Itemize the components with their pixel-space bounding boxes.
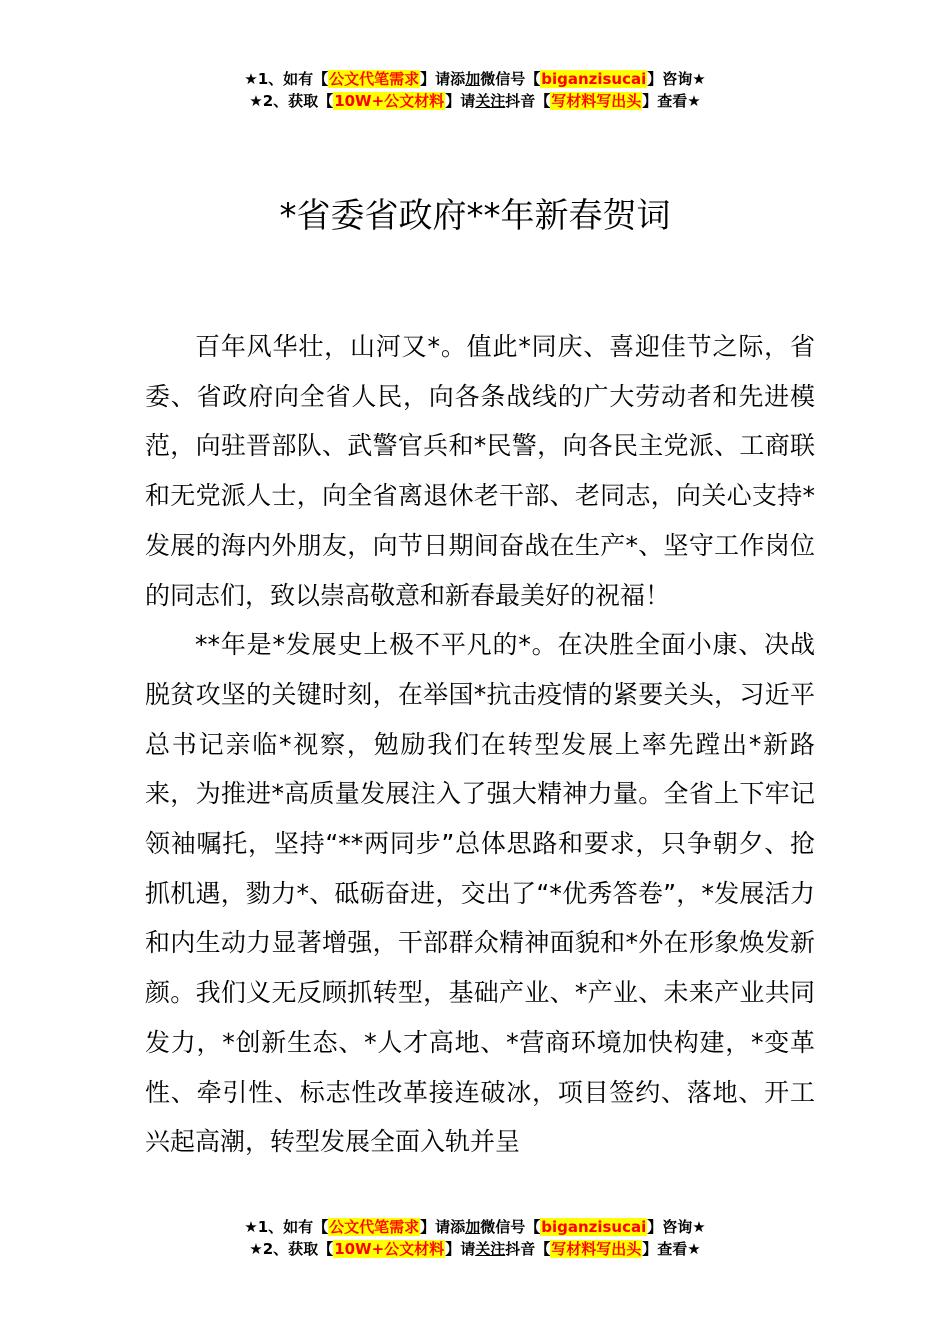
banner-highlight: 10W+公文材料: [334, 92, 445, 110]
banner-highlight: biganzisucai: [541, 70, 647, 88]
banner-highlight: biganzisucai: [541, 1218, 647, 1236]
banner-text: ★2、获取【: [249, 92, 334, 110]
banner-text: 】请添: [420, 70, 466, 88]
banner-text: ★1、如有【: [244, 1218, 329, 1236]
banner-text: 微信号【: [480, 70, 541, 88]
banner-text: 抖音【: [505, 1240, 551, 1258]
document-body: [145, 322, 815, 1167]
banner-text: 】咨询★: [647, 70, 706, 88]
banner-text: 】请: [445, 1240, 476, 1258]
banner-text: ★2、获取【: [249, 1240, 334, 1258]
banner-text: 】查看★: [642, 92, 701, 110]
banner-text: 】请添: [420, 1218, 466, 1236]
banner-text: 】咨询★: [647, 1218, 706, 1236]
banner-highlight: 写材料写出头: [551, 92, 642, 110]
banner-text-underlined: 关注: [475, 1240, 506, 1258]
banner-highlight: 10W+公文材料: [334, 1240, 445, 1258]
header-banner: [0, 68, 950, 112]
banner-line-2: [0, 1238, 950, 1260]
banner-highlight: 写材料写出头: [551, 1240, 642, 1258]
banner-text: 】请: [445, 92, 476, 110]
paragraph: **年是*发展史上极不平凡的*。在决胜全面小康、决战脱贫攻坚的关键时刻，在举国*抗击疫情的紧要关头，习近平总书记亲临*视察，勉励我们在转型发展上率先蹚出*新路来，为推进*高质量发展注入了强大精神力量。全省上下牢记领袖嘱托，坚持“**两同步”总体思路和要求，只争朝夕、抢抓机遇，勠力*、砥砺奋进，交出了“*优秀答卷”，*发展活力和内生动力显著增强，干部群众精神面貌和*外在形象焕发新颜。我们义无反顾抓转型，基础产业、*产业、未来产业共同发力，*创新生态、*人才高地、*营商环境加快构建，*变革性、牵引性、标志性改革接连破冰，项目签约、落地、开工兴起高潮，转型发展全面入轨并呈: [145, 630, 815, 1157]
banner-text: ★1、如有【: [244, 70, 329, 88]
banner-highlight: 公文代笔需求: [329, 70, 420, 88]
banner-text-underlined: 加: [465, 1218, 481, 1236]
banner-text-underlined: 加: [465, 70, 481, 88]
banner-text-underlined: 关注: [475, 92, 506, 110]
banner-text: 抖音【: [505, 92, 551, 110]
footer-banner: [0, 1216, 950, 1260]
banner-highlight: 公文代笔需求: [329, 1218, 420, 1236]
banner-line-1: [0, 1216, 950, 1238]
document-title: *省委省政府**年新春贺词: [279, 195, 671, 236]
banner-line-2: [0, 90, 950, 112]
banner-line-1: [0, 68, 950, 90]
banner-text: 】查看★: [642, 1240, 701, 1258]
paragraph: 百年风华壮，山河又*。值此*同庆、喜迎佳节之际，省委、省政府向全省人民，向各条战线的广大劳动者和先进模范，向驻晋部队、武警官兵和*民警，向各民主党派、工商联和无党派人士，向全省离退休老干部、老同志，向关心支持*发展的海内外朋友，向节日期间奋战在生产*、坚守工作岗位的同志们，致以崇高敬意和新春最美好的祝福！: [145, 332, 815, 610]
banner-text: 微信号【: [480, 1218, 541, 1236]
